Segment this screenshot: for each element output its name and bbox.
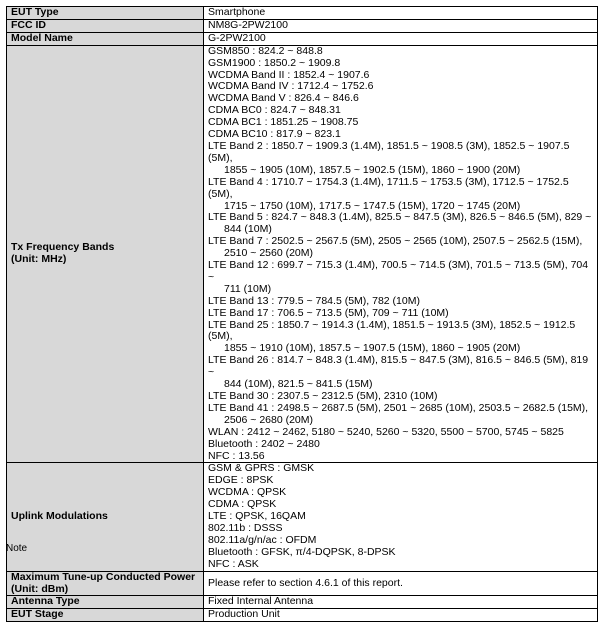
tuneup-label-line1: Maximum Tune-up Conducted Power	[11, 571, 196, 583]
row-uplink-modulations	[7, 463, 598, 571]
row-model-name	[7, 32, 598, 45]
row-eut-stage	[7, 609, 598, 622]
row-fcc-id	[7, 19, 598, 32]
uplink-modulation-line: 802.11b : DSSS	[208, 521, 283, 534]
uplink-modulation-line: WCDMA : QPSK	[208, 486, 287, 499]
eut-stage-value: Production Unit	[204, 609, 598, 622]
eut-stage-label: EUT Stage	[7, 609, 204, 622]
uplink-modulation-line: LTE : QPSK, 16QAM	[208, 510, 306, 523]
row-max-tuneup-power	[7, 571, 598, 596]
tx-band-line: CDMA BC10 : 817.9 ~ 823.1	[208, 128, 341, 141]
uplink-modulation-line: EDGE : 8PSK	[208, 474, 274, 487]
eut-type-value: Smartphone	[204, 7, 598, 20]
model-name-value: G-2PW2100	[204, 32, 598, 45]
tx-band-line: LTE Band 17 : 706.5 ~ 713.5 (5M), 709 ~ 711 (10M)	[208, 306, 449, 319]
tx-band-line: LTE Band 25 : 1850.7 ~ 1914.3 (1.4M), 1851.5 ~ 1913.5 (3M), 1852.5 ~ 1912.5 (5M),	[208, 318, 576, 343]
tx-bands-label	[7, 45, 204, 463]
tx-band-line: 2510 ~ 2560 (20M)	[224, 247, 314, 260]
uplink-modulation-line: CDMA : QPSK	[208, 498, 277, 511]
uplink-modulation-line: 802.11a/g/n/ac : OFDM	[208, 533, 317, 546]
tx-band-line: LTE Band 12 : 699.7 ~ 715.3 (1.4M), 700.5 ~ 714.5 (3M), 701.5 ~ 713.5 (5M), 704 ~	[208, 259, 589, 283]
tx-band-line: WLAN : 2412 ~ 2462, 5180 ~ 5240, 5260 ~ 5320, 5500 ~ 5700, 5745 ~ 5825	[208, 425, 564, 438]
uplink-label: Uplink Modulations	[7, 463, 204, 571]
tx-band-line: LTE Band 26 : 814.7 ~ 848.3 (1.4M), 815.5 ~ 847.5 (3M), 816.5 ~ 846.5 (5M), 819 ~	[208, 354, 589, 379]
uplink-value	[204, 463, 598, 571]
uplink-modulation-line: GSM & GPRS : GMSK	[208, 462, 315, 475]
tx-band-line: LTE Band 5 : 824.7 ~ 848.3 (1.4M), 825.5 ~ 847.5 (3M), 826.5 ~ 846.5 (5M), 829 ~	[208, 211, 592, 224]
tx-band-line: 844 (10M)	[224, 223, 272, 236]
tx-band-line: WCDMA Band II : 1852.4 ~ 1907.6	[208, 68, 370, 81]
tuneup-label	[7, 571, 204, 596]
uplink-modulation-line: NFC : ASK	[208, 557, 259, 570]
tx-band-line: 2506 ~ 2680 (20M)	[224, 413, 314, 426]
tx-band-line: WCDMA Band IV : 1712.4 ~ 1752.6	[208, 80, 374, 93]
eut-specification-table	[6, 6, 598, 622]
tx-band-line: CDMA BC0 : 824.7 ~ 848.31	[208, 104, 341, 117]
tx-band-line: LTE Band 4 : 1710.7 ~ 1754.3 (1.4M), 1711.5 ~ 1753.5 (3M), 1712.5 ~ 1752.5 (5M),	[208, 175, 569, 200]
tx-band-line: WCDMA Band V : 826.4 ~ 846.6	[208, 92, 359, 105]
tuneup-value: Please refer to section 4.6.1 of this report.	[204, 571, 598, 596]
tx-band-line: LTE Band 2 : 1850.7 ~ 1909.3 (1.4M), 1851.5 ~ 1908.5 (3M), 1852.5 ~ 1907.5 (5M),	[208, 139, 570, 164]
note-heading-fragment: Note	[6, 543, 28, 554]
tx-band-line: LTE Band 41 : 2498.5 ~ 2687.5 (5M), 2501 ~ 2685 (10M), 2503.5 ~ 2682.5 (15M),	[208, 401, 589, 414]
row-eut-type	[7, 7, 598, 20]
tx-bands-label-line1: Tx Frequency Bands	[11, 241, 115, 254]
model-name-label: Model Name	[7, 32, 204, 45]
antenna-type-label: Antenna Type	[7, 596, 204, 609]
tx-band-line: 1855 ~ 1905 (10M), 1857.5 ~ 1902.5 (15M), 1860 ~ 1900 (20M)	[224, 163, 521, 176]
tx-band-line: Bluetooth : 2402 ~ 2480	[208, 437, 320, 450]
tuneup-label-line2: (Unit: dBm)	[11, 582, 69, 595]
uplink-modulation-line: Bluetooth : GFSK, π/4-DQPSK, 8-DPSK	[208, 545, 396, 558]
tx-band-line: LTE Band 7 : 2502.5 ~ 2567.5 (5M), 2505 ~ 2565 (10M), 2507.5 ~ 2562.5 (15M),	[208, 235, 583, 248]
row-antenna-type	[7, 596, 598, 609]
tx-band-line: LTE Band 13 : 779.5 ~ 784.5 (5M), 782 (10M)	[208, 294, 420, 307]
tx-band-line: GSM850 : 824.2 ~ 848.8	[208, 45, 323, 57]
tx-band-line: 1855 ~ 1910 (10M), 1857.5 ~ 1907.5 (15M), 1860 ~ 1905 (20M)	[224, 342, 521, 355]
tx-band-line: LTE Band 30 : 2307.5 ~ 2312.5 (5M), 2310 (10M)	[208, 390, 438, 402]
tx-band-line: 844 (10M), 821.5 ~ 841.5 (15M)	[224, 378, 373, 391]
eut-type-label: EUT Type	[7, 7, 204, 20]
tx-band-line: 1715 ~ 1750 (10M), 1717.5 ~ 1747.5 (15M), 1720 ~ 1745 (20M)	[224, 199, 521, 212]
antenna-type-value: Fixed Internal Antenna	[204, 596, 598, 609]
fcc-id-label: FCC ID	[7, 19, 204, 32]
tx-band-line: GSM1900 : 1850.2 ~ 1909.8	[208, 56, 341, 69]
row-tx-frequency-bands	[7, 45, 598, 463]
tx-bands-label-line2: (Unit: MHz)	[11, 253, 67, 266]
tx-band-line: NFC : 13.56	[208, 449, 265, 462]
tx-band-line: 711 (10M)	[224, 282, 272, 295]
fcc-id-value: NM8G-2PW2100	[204, 19, 598, 32]
tx-band-line: CDMA BC1 : 1851.25 ~ 1908.75	[208, 116, 359, 129]
tx-bands-value	[204, 45, 598, 463]
